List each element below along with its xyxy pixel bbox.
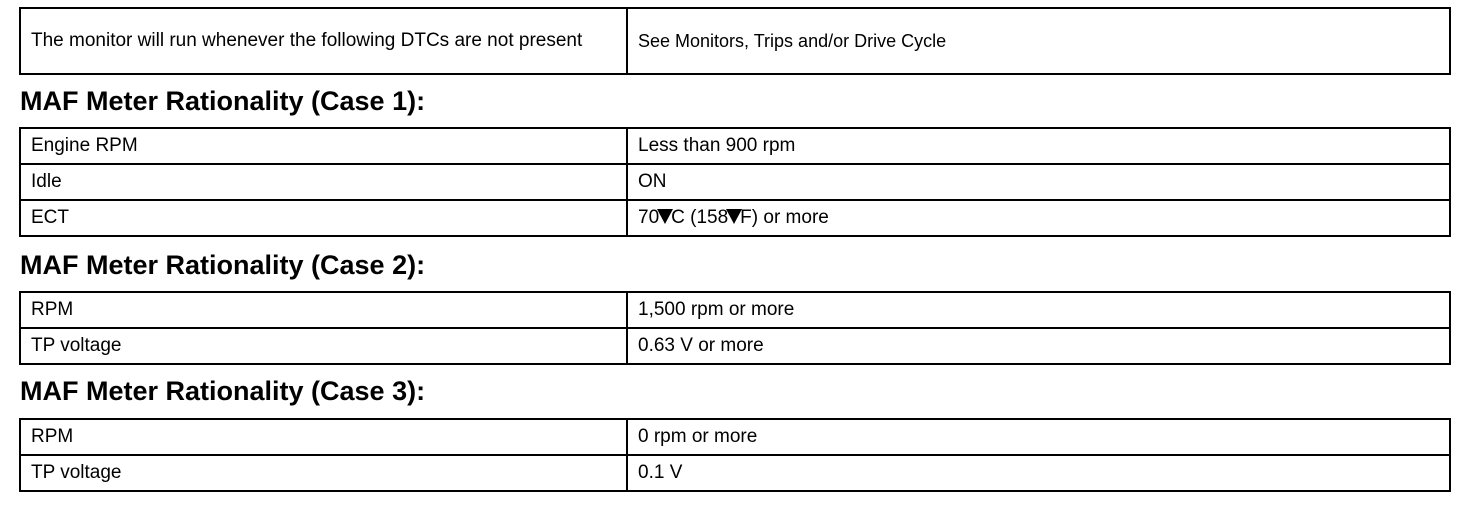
condition-label: TP voltage (20, 455, 627, 491)
table-row (20, 328, 1450, 364)
condition-value: 0.1 V (627, 455, 1450, 491)
table-row (20, 164, 1450, 200)
condition-label: Engine RPM (20, 128, 627, 164)
ect-value-part: 70 (638, 207, 660, 228)
monitor-conditions-table (19, 7, 1451, 75)
condition-label: ECT (20, 200, 627, 236)
condition-value: Less than 900 rpm (627, 128, 1450, 164)
condition-label: The monitor will run whenever the following DTCs are not present (20, 8, 627, 74)
case2-table (19, 291, 1451, 365)
table-row (20, 8, 1450, 74)
condition-value: ON (627, 164, 1450, 200)
condition-label: RPM (20, 292, 627, 328)
condition-value (627, 200, 1450, 236)
table-row (20, 419, 1450, 455)
condition-value: 0.63 V or more (627, 328, 1450, 364)
case1-table (19, 127, 1451, 237)
case3-heading: MAF Meter Rationality (Case 3): (20, 376, 426, 406)
condition-value: See Monitors, Trips and/or Drive Cycle (627, 8, 1450, 74)
condition-label: TP voltage (20, 328, 627, 364)
case3-table (19, 418, 1451, 492)
case2-heading: MAF Meter Rationality (Case 2): (20, 250, 426, 280)
table-row (20, 200, 1450, 236)
table-row (20, 292, 1450, 328)
table-row (20, 128, 1450, 164)
condition-label: Idle (20, 164, 627, 200)
condition-label: RPM (20, 419, 627, 455)
table-row (20, 455, 1450, 491)
ect-value-part: C (158 (671, 207, 729, 228)
condition-value: 0 rpm or more (627, 419, 1450, 455)
case1-heading: MAF Meter Rationality (Case 1): (20, 86, 426, 116)
ect-value-part: F) or more (740, 207, 829, 228)
condition-value: 1,500 rpm or more (627, 292, 1450, 328)
